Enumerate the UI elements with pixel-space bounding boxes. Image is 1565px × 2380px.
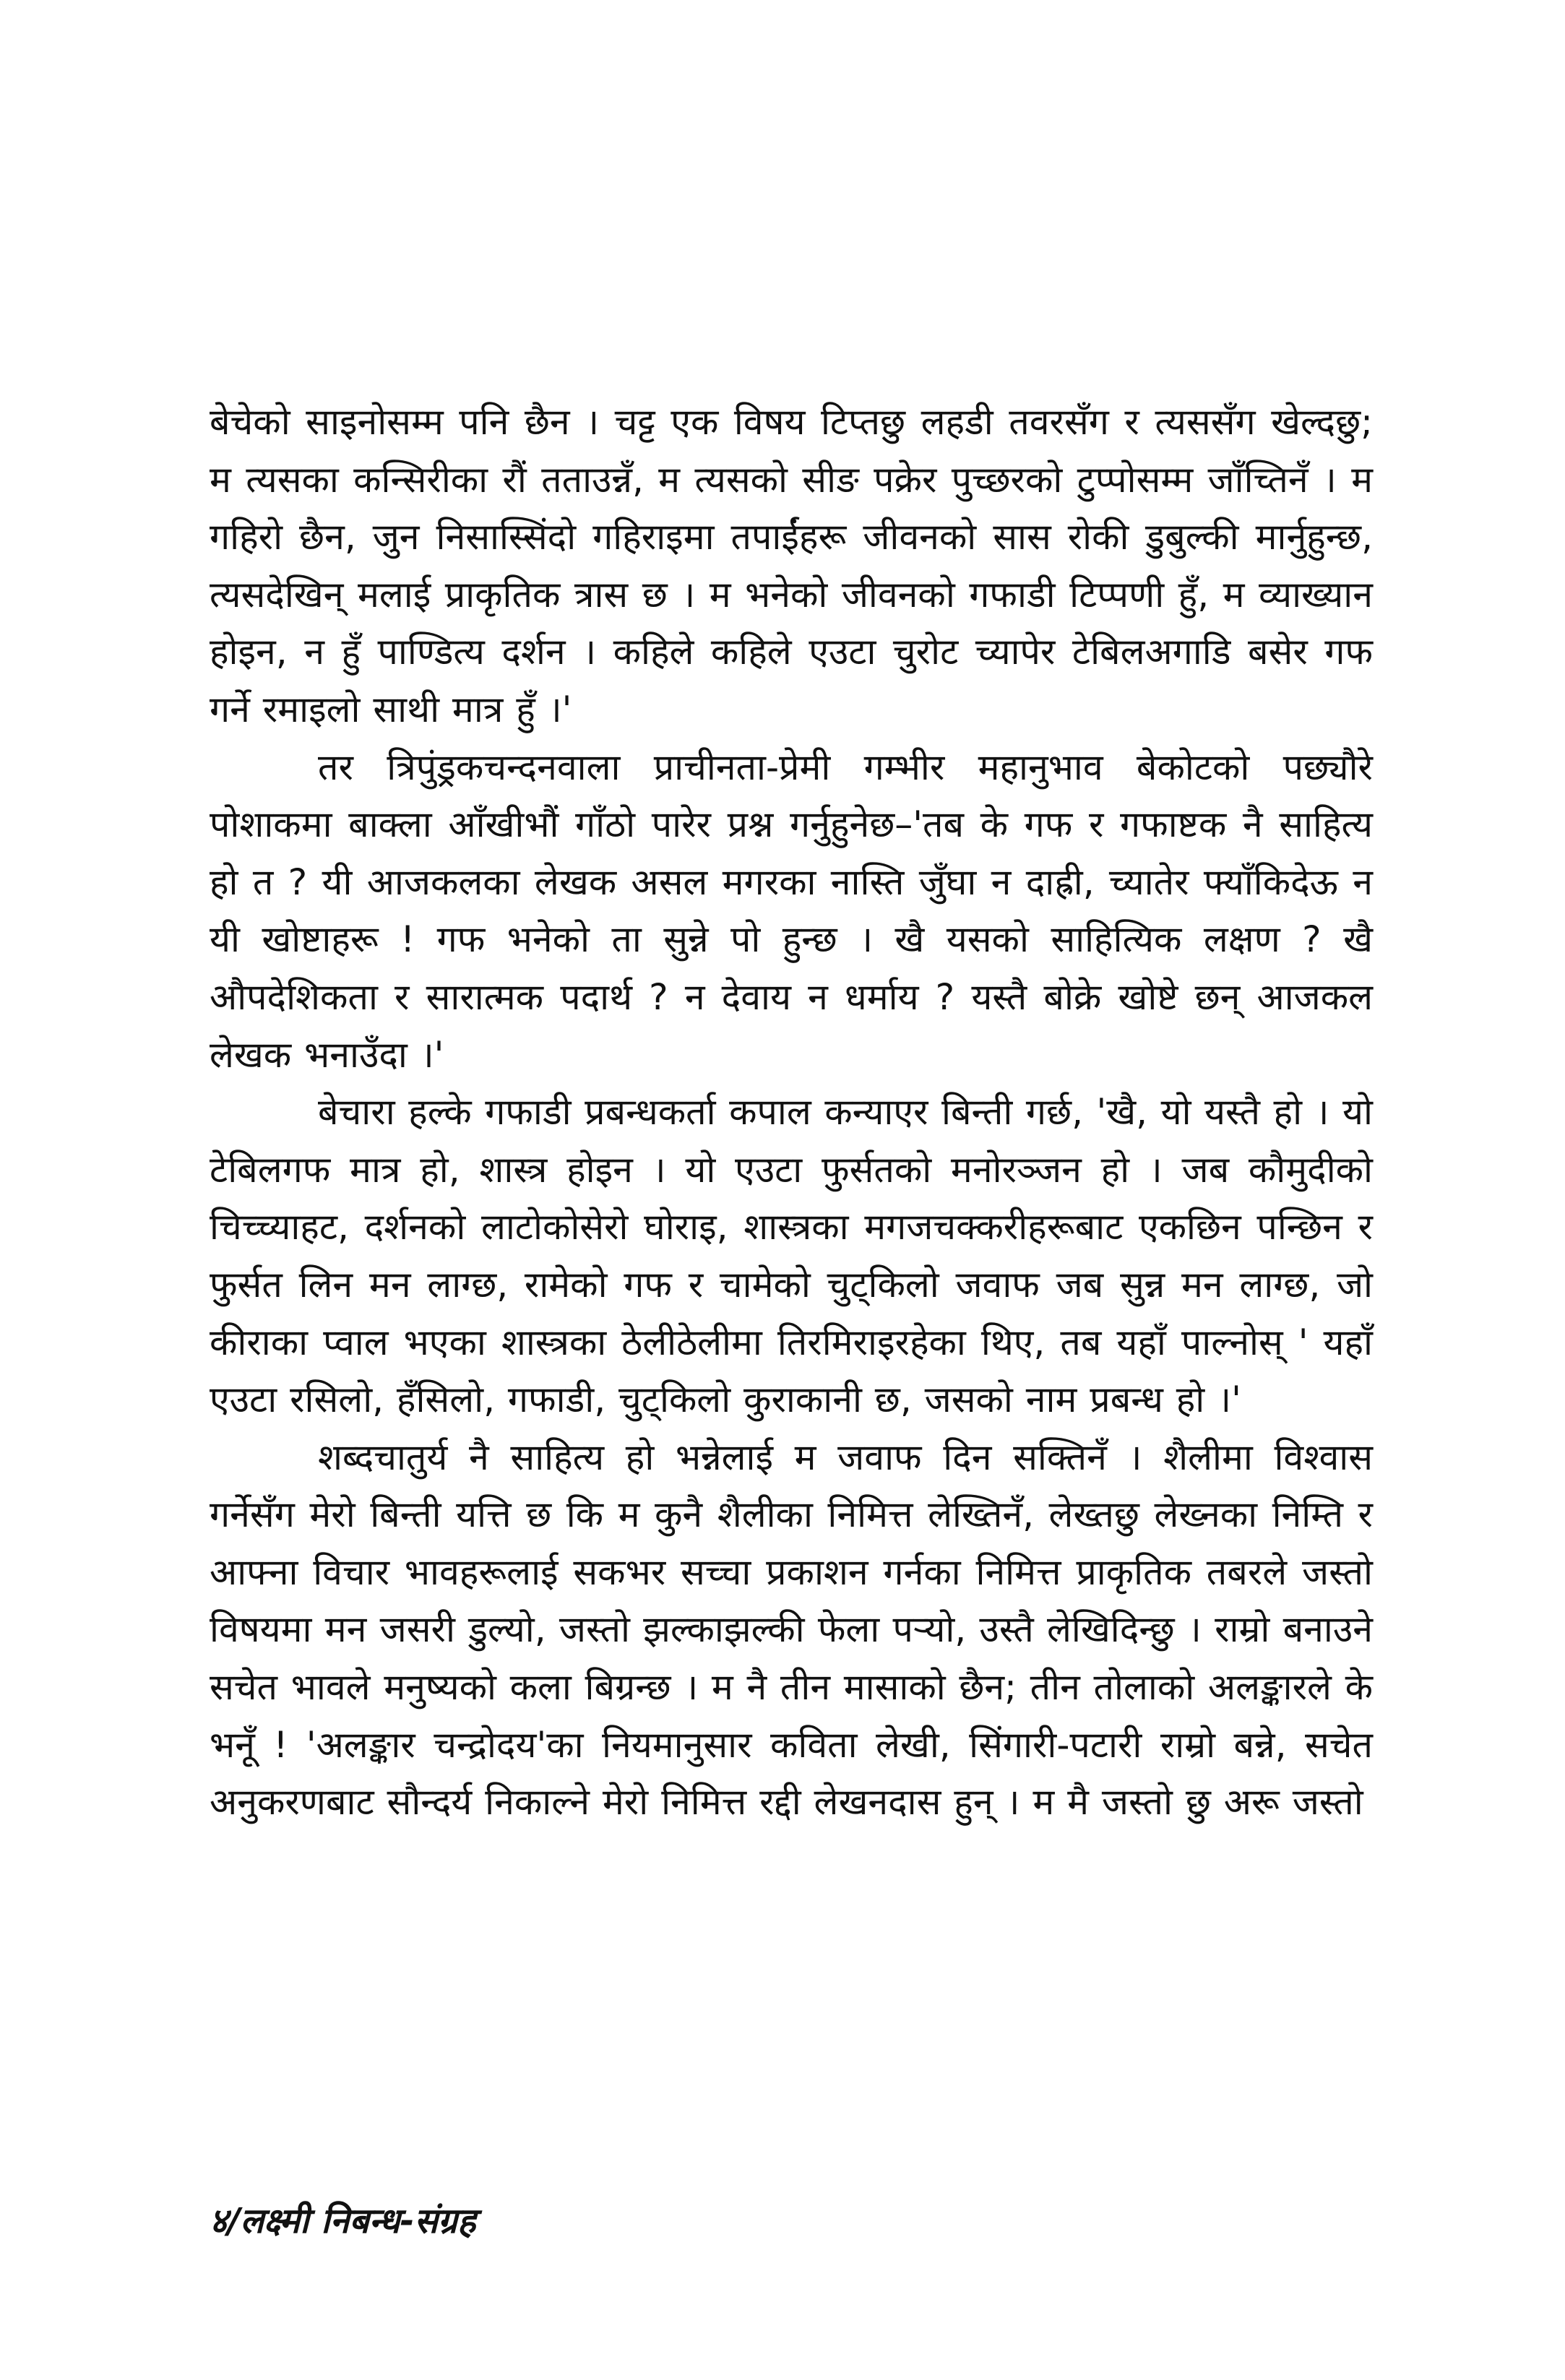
- paragraph-2: तर त्रिपुंड्रकचन्दनवाला प्राचीनता-प्रेमी गम्भीर महानुभाव बेकोटको पछ्यौरे पोशाकमा बाक्ला आँखीभौं गाँठो पारेर प्रश्न गर्नुहुनेछ–'तब के गफ र गफाष्टक नै साहित्य हो त ? यी आजकलका लेखक असल मगरका नास्ति जुँघा न दाह्री, च्यातेर फ्याँकिदेऊ न यी खोष्टाहरू ! गफ भनेको ता सुन्ने पो हुन्छ । खै यसको साहित्यिक लक्षण ? खै औपदेशिकता र सारात्मक पदार्थ ? न देवाय न धर्माय ? यस्तै बोक्रे खोष्टे छन् आजकल लेखक भनाउँदा ।': [210, 746, 1373, 1076]
- page-body: [210, 394, 1373, 1832]
- page-footer: ४/लक्ष्मी निबन्ध-संग्रह: [210, 2201, 476, 2241]
- paragraph-3: बेचारा हल्के गफाडी प्रबन्धकर्ता कपाल कन्याएर बिन्ती गर्छ, 'खै, यो यस्तै हो । यो टेबिलगफ मात्र हो, शास्त्र होइन । यो एउटा फुर्सतको मनोरञ्जन हो । जब कौमुदीको चिच्च्याहट, दर्शनको लाटोकोसेरो घोराइ, शास्त्रका मगजचक्करीहरूबाट एकछिन पन्छिन र फुर्सत लिन मन लाग्छ, रामेको गफ र चामेको चुट्किलो जवाफ जब सुन्न मन लाग्छ, जो कीराका प्वाल भएका शास्त्रका ठेलीठेलीमा तिरमिराइरहेका थिए, तब यहाँ पाल्नोस् ' यहाँ एउटा रसिलो, हँसिलो, गफाडी, चुट्किलो कुराकानी छ, जसको नाम प्रबन्ध हो ।': [210, 1091, 1373, 1421]
- paragraph-4: शब्दचातुर्य नै साहित्य हो भन्नेलाई म जवाफ दिन सक्तिनँ । शैलीमा विश्वास गर्नेसँग मेरो बिन्ती यत्ति छ कि म कुनै शैलीका निमित्त लेख्तिनँ, लेख्तछु लेख्नका निम्ति र आफ्ना विचार भावहरूलाई सकभर सच्चा प्रकाशन गर्नका निमित्त प्राकृतिक तबरले जस्तो विषयमा मन जसरी डुल्यो, जस्तो झल्काझल्की फेला पऱ्यो, उस्तै लेखिदिन्छु । राम्रो बनाउने सचेत भावले मनुष्यको कला बिग्रन्छ । म नै तीन मासाको छैन; तीन तोलाको अलङ्कारले के भनूँ ! 'अलङ्कार चन्द्रोदय'का नियमानुसार कविता लेखी, सिंगारी-पटारी राम्रो बन्ने, सचेत अनुकरणबाट सौन्दर्य निकाल्ने मेरो निमित्त रद्दी लेखनदास हुन् । म मै जस्तो छु अरू जस्तो: [210, 1436, 1373, 1824]
- paragraph-1: बेचेको साइनोसम्म पनि छैन । चट्ट एक विषय टिप्तछु लहडी तवरसँग र त्यससँग खेल्दछु; म त्यसका कन्सिरीका रौं तताउन्नँ, म त्यसको सीङ पक्रेर पुच्छरको टुप्पोसम्म जाँच्तिनँ । म गहिरो छैन, जुन निसास्सिंदो गहिराइमा तपाईंहरू जीवनको सास रोकी डुबुल्की मार्नुहुन्छ, त्यसदेखिन् मलाई प्राकृतिक त्रास छ । म भनेको जीवनको गफाडी टिप्पणी हुँ, म व्याख्यान होइन, न हुँ पाण्डित्य दर्शन । कहिले कहिले एउटा चुरोट च्यापेर टेबिलअगाडि बसेर गफ गर्ने रमाइलो साथी मात्र हुँ ।': [210, 401, 1373, 730]
